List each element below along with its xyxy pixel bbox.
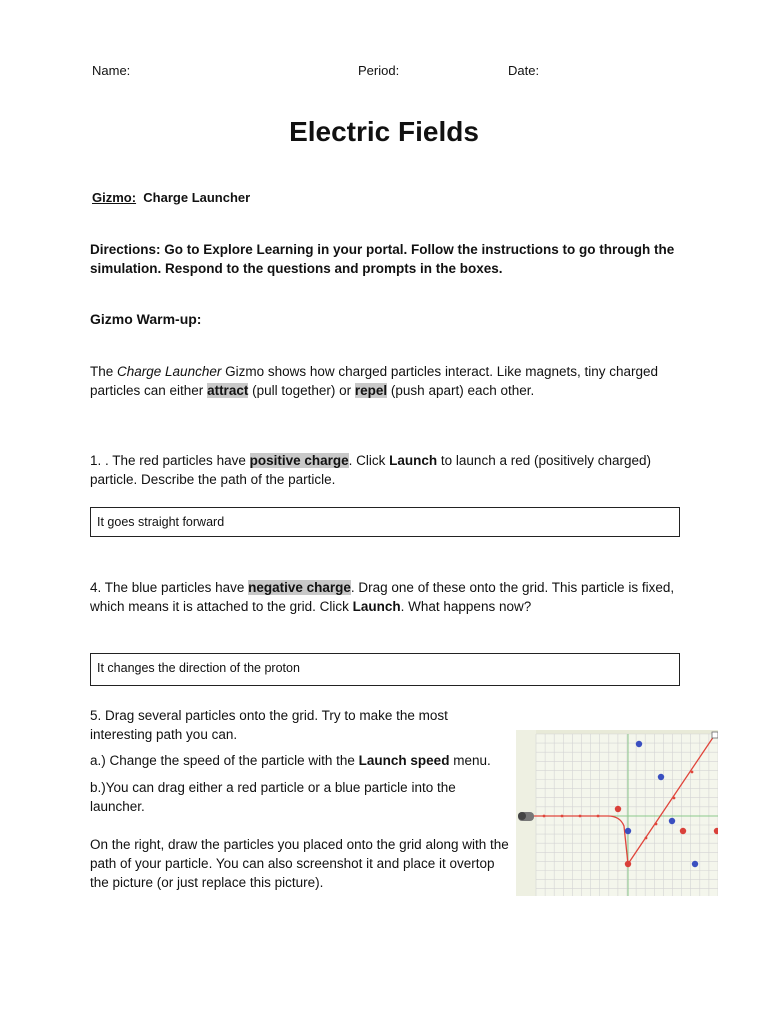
gizmo-name: Charge Launcher <box>143 190 251 205</box>
directions: Directions: Go to Explore Learning in your portal. Follow the instructions to go through the simulation. Respond to the questions and prompts in the boxes. <box>90 242 675 276</box>
question-1: 1. . The red particles have positive charge. Click Launch to launch a red (positively charged) particle. Describe the path of the particle. <box>90 453 652 487</box>
intro-paragraph: The Charge Launcher Gizmo shows how charged particles interact. Like magnets, tiny charged particles can either attract (pull together) or repel (push apart) each other. <box>90 364 659 398</box>
positive-particle[interactable] <box>615 806 621 812</box>
answer-box-4[interactable]: It changes the direction of the proton <box>90 653 680 686</box>
question-5b: b.)You can drag either a red particle or a blue particle into the launcher. <box>90 780 456 814</box>
question-5-draw: On the right, draw the particles you placed onto the grid along with the path of your particle. You can also screenshot it and place it overtop the picture (or just replace this picture). <box>90 837 509 890</box>
gizmo-line <box>92 190 250 205</box>
question-4: 4. The blue particles have negative charge. Drag one of these onto the grid. This particle is fixed, which means it is attached to the grid. Click Launch. What happens now? <box>90 580 675 614</box>
negative-particle[interactable] <box>636 741 642 747</box>
positive-particle[interactable] <box>680 828 686 834</box>
question-5-intro: 5. Drag several particles onto the grid. Try to make the most interesting path you can. <box>90 708 448 742</box>
negative-charge-term: negative charge <box>248 580 351 595</box>
name-label: Name: <box>92 63 131 78</box>
charge-launcher-screenshot[interactable] <box>516 730 718 896</box>
negative-particle[interactable] <box>669 818 675 824</box>
warmup-heading: Gizmo Warm-up: <box>90 311 202 327</box>
gizmo-label: Gizmo: <box>92 190 137 205</box>
question-5a: a.) Change the speed of the particle with the Launch speed menu. <box>90 753 491 768</box>
repel-term: repel <box>354 383 388 398</box>
negative-particle[interactable] <box>625 828 631 834</box>
attract-term: attract <box>207 383 249 398</box>
sim-grid <box>536 734 718 896</box>
negative-particle[interactable] <box>658 774 664 780</box>
positive-particle[interactable] <box>625 861 631 867</box>
answer-box-1[interactable]: It goes straight forward <box>90 507 680 537</box>
positive-charge-term: positive charge <box>249 453 349 468</box>
date-label: Date: <box>508 63 540 78</box>
period-label: Period: <box>358 63 400 78</box>
page-title: Electric Fields <box>289 116 479 147</box>
negative-particle[interactable] <box>692 861 698 867</box>
